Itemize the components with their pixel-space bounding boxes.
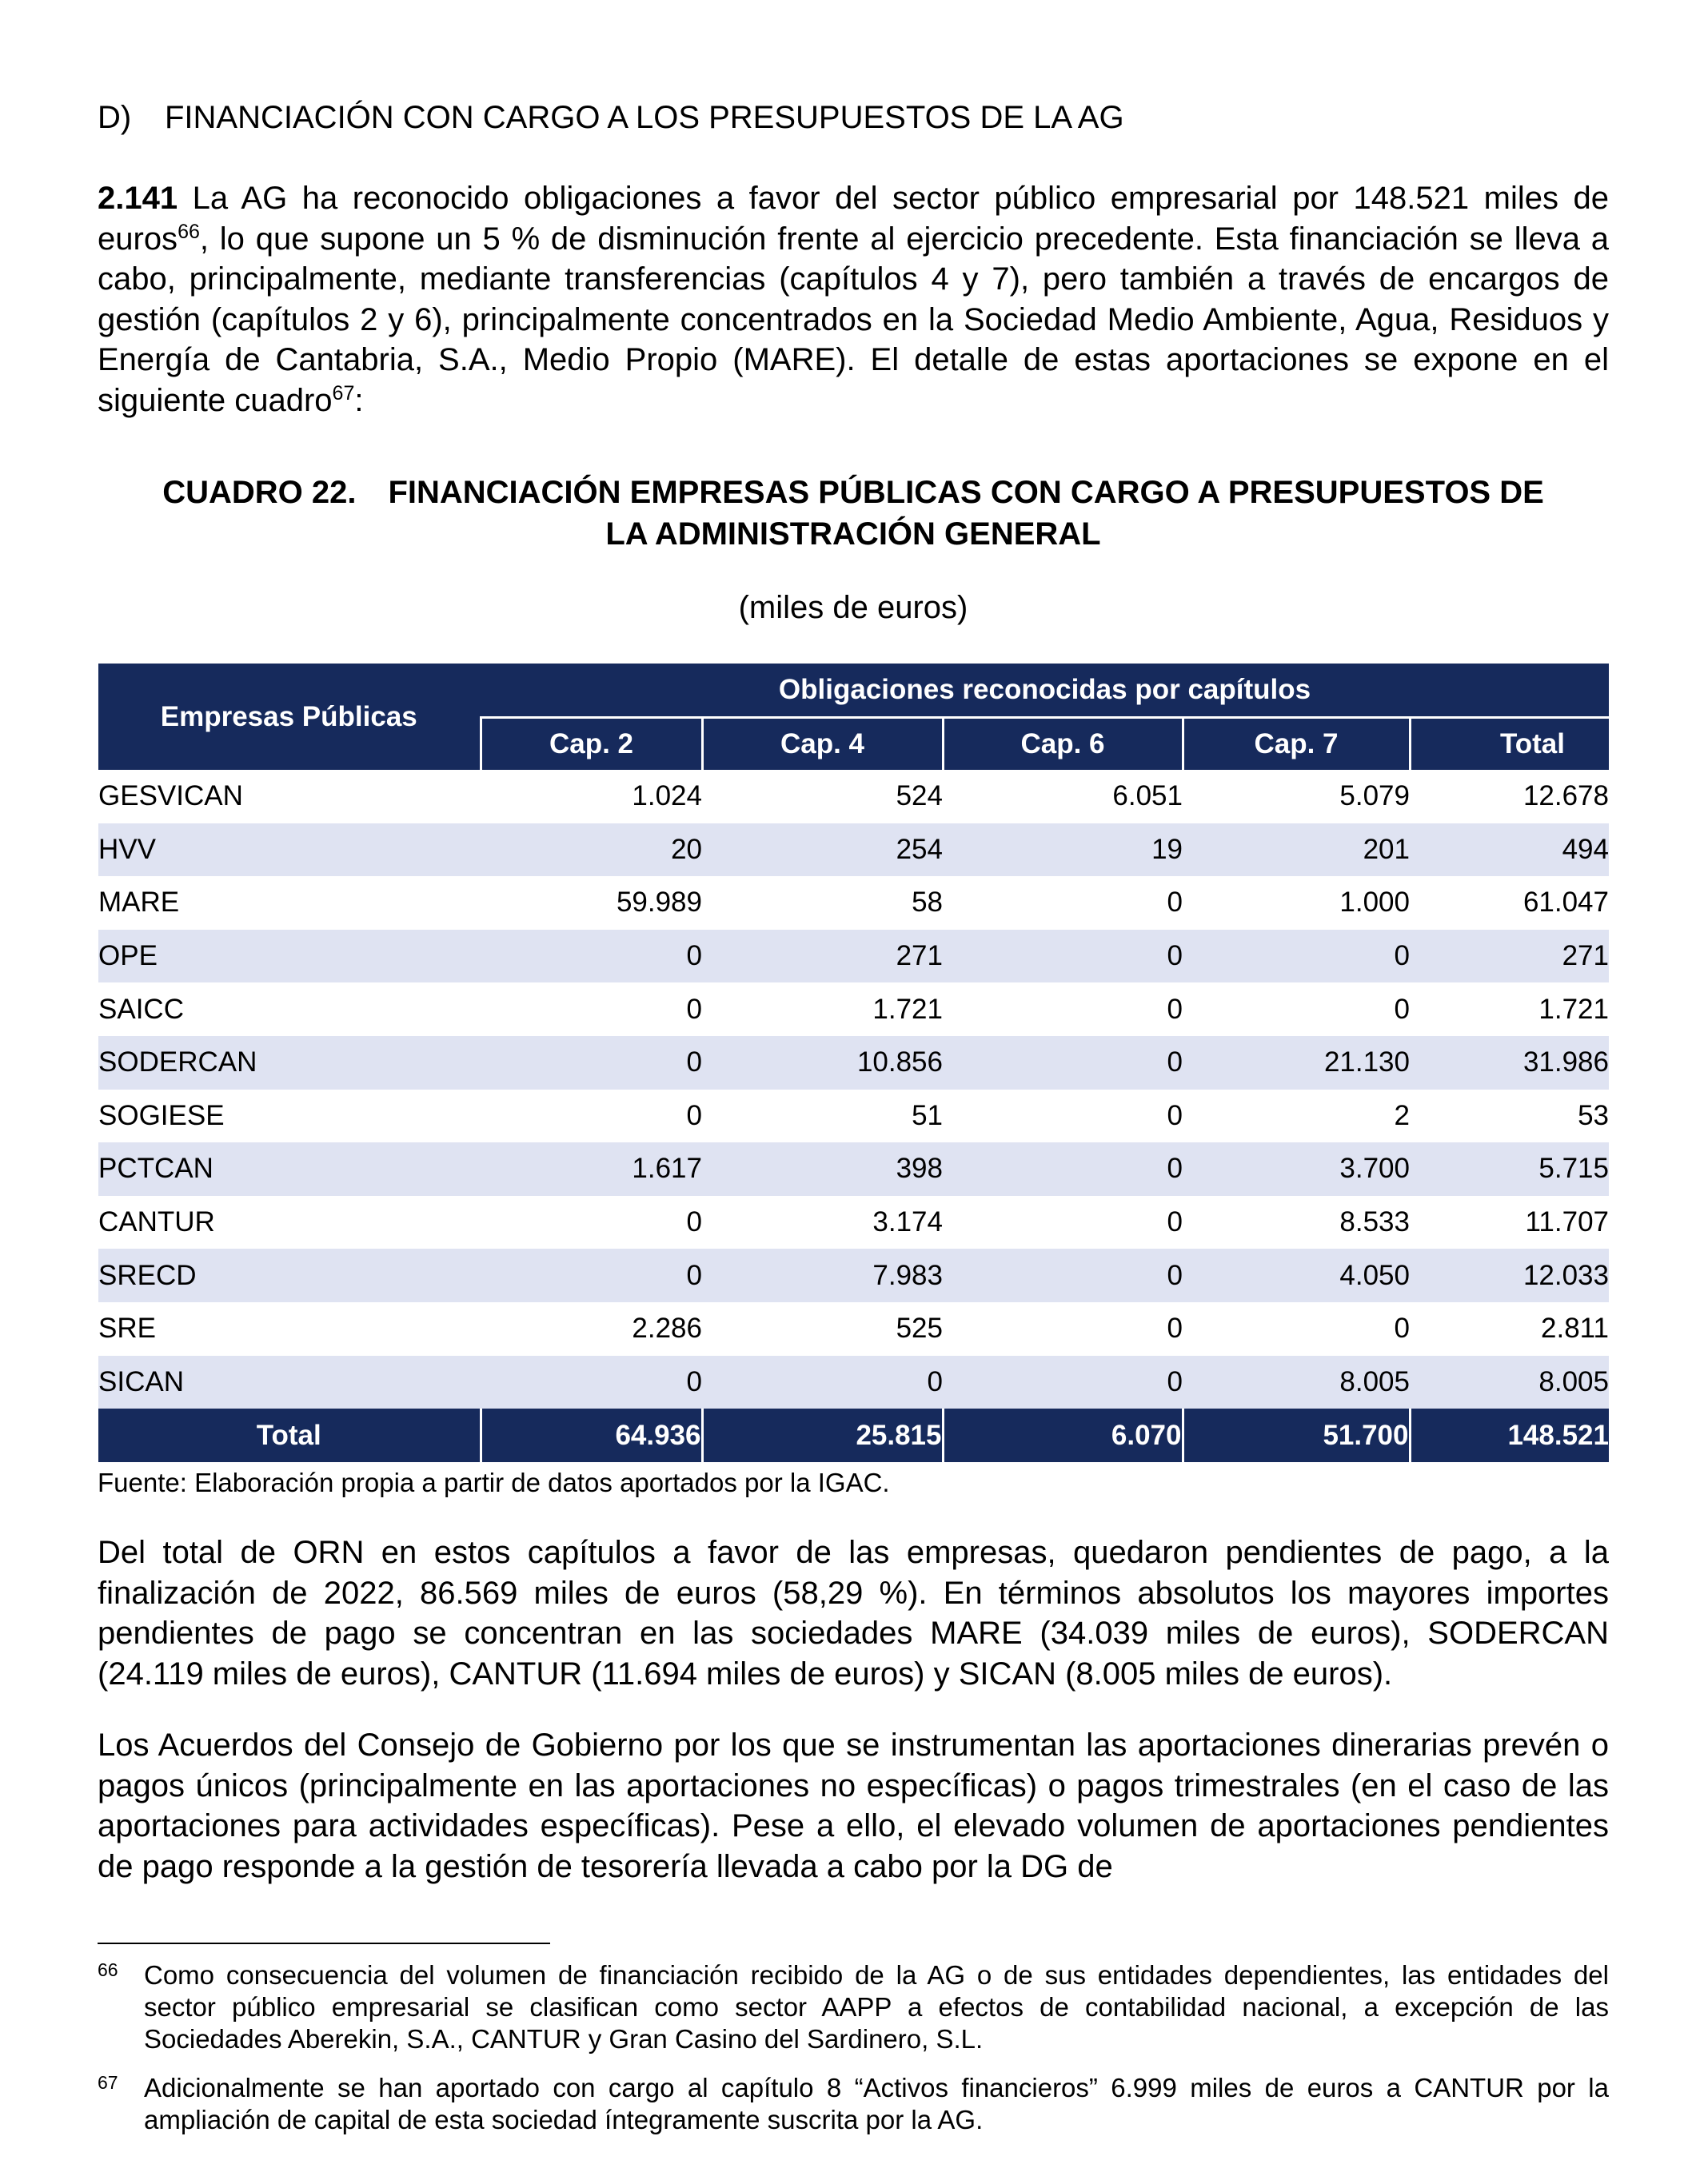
cell-cap4: 7.983 xyxy=(702,1249,943,1302)
footnote-number: 67 xyxy=(98,2072,118,2093)
cell-cap6: 0 xyxy=(943,1036,1183,1090)
footnote-text: Como consecuencia del volumen de financiación recibido de la AG o de sus entidades dependientes, las entidades del sector público empresarial se clasifican como sector AAPP a efectos de contabilidad nacional, a excepción de las Sociedades Aberekin, S.A., CANTUR y Gran Casino del Sardinero, S.L. xyxy=(144,1960,1609,2054)
cell-cap6: 0 xyxy=(1167,1099,1183,1131)
header-cap6: Cap. 6 xyxy=(943,717,1183,770)
cell-cap7: 3.700 xyxy=(1183,1142,1410,1196)
cell-total: 61.047 xyxy=(1522,887,1609,919)
cell-total: 8.005 xyxy=(1410,1356,1609,1409)
table-title-line2: LA ADMINISTRACIÓN GENERAL xyxy=(605,516,1101,552)
cell-cap6: 6.051 xyxy=(1112,780,1183,812)
cell-empresa: SRE xyxy=(98,1313,156,1345)
cell-cap4: 1.721 xyxy=(872,993,943,1025)
cell-cap2: 1.617 xyxy=(481,1142,702,1196)
cell-total: 271 xyxy=(1410,930,1609,983)
header-cap4: Cap. 4 xyxy=(702,717,943,770)
cell-empresa: CANTUR xyxy=(98,1206,215,1238)
footnote-66 xyxy=(98,1959,1609,2055)
cell-total: 31.986 xyxy=(1410,1036,1609,1090)
paragraph-acuerdos: Los Acuerdos del Consejo de Gobierno por los que se instrumentan las aportaciones dinerarias prevén o pagos únicos (principalmente en las aportaciones no específicas) o pagos trimestrales (en el caso de las aportaciones para actividades específicas). Pese a ello, el elevado volumen de aportaciones pendientes de pago responde a la gestión de tesorería llevada a cabo por la DG de xyxy=(98,1728,1609,1884)
cell-cap6: 19 xyxy=(943,823,1183,877)
cell-cap2: 0 xyxy=(481,1036,702,1090)
cell-cap2: 0 xyxy=(686,993,702,1025)
cell-cap4: 58 xyxy=(912,887,943,919)
cell-empresa: SODERCAN xyxy=(98,1036,481,1090)
cell-total: 494 xyxy=(1410,823,1609,877)
table-row xyxy=(98,1090,1609,1143)
header-obligaciones: Obligaciones reconocidas por capítulos xyxy=(481,664,1609,717)
cell-cap2: 0 xyxy=(686,1099,702,1131)
cell-total: 1.721 xyxy=(1538,993,1609,1025)
section-letter: D) xyxy=(98,100,132,135)
table-row xyxy=(98,1036,1609,1090)
cell-cap7: 2 xyxy=(1394,1099,1410,1131)
cell-cap6: 0 xyxy=(943,1142,1183,1196)
cell-empresa: OPE xyxy=(98,930,481,983)
cell-total: 12.033 xyxy=(1410,1249,1609,1302)
cell-cap7: 8.005 xyxy=(1183,1356,1410,1409)
cell-cap6: 0 xyxy=(1167,993,1183,1025)
cell-total: 53 xyxy=(1578,1099,1609,1131)
cell-cap7: 8.533 xyxy=(1339,1206,1410,1238)
footnote-67 xyxy=(98,2072,1609,2136)
cell-cap4: 10.856 xyxy=(702,1036,943,1090)
cell-cap6: 0 xyxy=(943,1356,1183,1409)
cell-cap6: 0 xyxy=(1167,1313,1183,1345)
financing-table xyxy=(98,664,1609,1462)
cell-empresa: PCTCAN xyxy=(98,1142,481,1196)
table-row xyxy=(98,1142,1609,1196)
cell-cap2: 20 xyxy=(481,823,702,877)
cell-cap6: 0 xyxy=(1167,887,1183,919)
paragraph-text-a: La AG ha reconocido obligaciones a favor del sector público empresarial por 148.521 miles de euros xyxy=(98,181,1609,257)
total-total: 148.521 xyxy=(1410,1409,1609,1462)
cell-cap7: 0 xyxy=(1394,1313,1410,1345)
paragraph-orn: Del total de ORN en estos capítulos a favor de las empresas, quedaron pendientes de pago, a la finalización de 2022, 86.569 miles de euros (58,29 %). En términos absolutos los mayores importes pendientes de pago se concentran en las sociedades MARE (34.039 miles de euros), SODERCAN (24.119 miles de euros), CANTUR (11.694 miles de euros) y SICAN (8.005 miles de euros). xyxy=(98,1535,1609,1692)
total-cap4: 25.815 xyxy=(702,1409,943,1462)
cell-cap6: 0 xyxy=(943,1249,1183,1302)
table-row xyxy=(98,1196,1609,1249)
cell-empresa: SICAN xyxy=(98,1356,481,1409)
cell-cap4: 51 xyxy=(912,1099,943,1131)
cell-cap7: 0 xyxy=(1394,993,1410,1025)
table-title xyxy=(98,472,1609,555)
header-empresas: Empresas Públicas xyxy=(98,664,481,770)
paragraph-text-c: : xyxy=(354,382,364,418)
table-units: (miles de euros) xyxy=(738,590,968,625)
cell-cap4: 524 xyxy=(896,780,943,812)
paragraph-number: 2.141 xyxy=(98,181,178,216)
cell-cap2: 0 xyxy=(481,930,702,983)
table-number: CUADRO 22. xyxy=(162,475,357,510)
cell-cap7: 4.050 xyxy=(1183,1249,1410,1302)
total-cap6: 6.070 xyxy=(943,1409,1183,1462)
cell-empresa: SRECD xyxy=(98,1249,481,1302)
cell-empresa: GESVICAN xyxy=(98,780,243,812)
total-cap2: 64.936 xyxy=(481,1409,702,1462)
cell-cap6: 0 xyxy=(943,930,1183,983)
cell-cap2: 0 xyxy=(481,1249,702,1302)
cell-total: 2.811 xyxy=(1541,1313,1609,1345)
total-label: Total xyxy=(98,1409,481,1462)
cell-cap6: 0 xyxy=(1167,1206,1183,1238)
footnote-ref-66[interactable]: 66 xyxy=(178,220,200,243)
footnote-text: Adicionalmente se han aportado con cargo al capítulo 8 “Activos financieros” 6.999 miles de euros a CANTUR por la ampliación de capital de esta sociedad íntegramente suscrita por la AG. xyxy=(144,2073,1609,2134)
cell-cap4: 3.174 xyxy=(872,1206,943,1238)
cell-cap7: 0 xyxy=(1183,930,1410,983)
table-row xyxy=(98,1356,1609,1409)
cell-total: 5.715 xyxy=(1410,1142,1609,1196)
table-row xyxy=(98,930,1609,983)
cell-cap2: 1.024 xyxy=(632,780,702,812)
footnote-ref-67[interactable]: 67 xyxy=(332,381,355,405)
paragraph-text-b: , lo que supone un 5 % de disminución frente al ejercicio precedente. Esta financiación se lleva a cabo, principalmente, mediante transferencias (capítulos 4 y 7), pero también a través de encargos de gestión (capítulos 2 y 6), principalmente concentrados en la Sociedad Medio Ambiente, Agua, Residuos y Energía de Cantabria, S.A., Medio Propio (MARE). El detalle de estas aportaciones se expone en el siguiente cuadro xyxy=(98,221,1609,418)
cell-cap2: 59.989 xyxy=(616,887,702,919)
cell-empresa: SAICC xyxy=(98,993,184,1025)
footnote-divider xyxy=(98,1943,550,1944)
table-row xyxy=(98,1302,1609,1356)
cell-cap4: 398 xyxy=(702,1142,943,1196)
header-cap7: Cap. 7 xyxy=(1183,717,1410,770)
section-heading xyxy=(98,98,1617,137)
cell-cap4: 254 xyxy=(702,823,943,877)
header-cap2: Cap. 2 xyxy=(481,717,702,770)
total-cap7: 51.700 xyxy=(1183,1409,1410,1462)
cell-cap7: 201 xyxy=(1183,823,1410,877)
cell-empresa: MARE xyxy=(98,887,180,919)
footnote-number: 66 xyxy=(98,1959,118,1980)
table-row xyxy=(98,876,1609,930)
table-row xyxy=(98,823,1609,877)
table-title-line1: FINANCIACIÓN EMPRESAS PÚBLICAS CON CARGO A PRESUPUESTOS DE xyxy=(388,475,1544,510)
cell-cap7: 1.000 xyxy=(1339,887,1410,919)
table-row xyxy=(98,1249,1609,1302)
cell-cap2: 2.286 xyxy=(632,1313,702,1345)
cell-empresa: HVV xyxy=(98,823,481,877)
cell-cap4: 0 xyxy=(702,1356,943,1409)
paragraph-2141 xyxy=(98,178,1609,420)
cell-cap2: 0 xyxy=(686,1206,702,1238)
section-title: FINANCIACIÓN CON CARGO A LOS PRESUPUESTOS DE LA AG xyxy=(165,100,1124,135)
cell-empresa: SOGIESE xyxy=(98,1099,225,1131)
cell-cap4: 525 xyxy=(896,1313,943,1345)
cell-total: 11.707 xyxy=(1525,1206,1609,1238)
cell-cap7: 21.130 xyxy=(1183,1036,1410,1090)
cell-cap2: 0 xyxy=(481,1356,702,1409)
cell-cap4: 271 xyxy=(702,930,943,983)
table-source: Fuente: Elaboración propia a partir de datos aportados por la IGAC. xyxy=(98,1468,890,1497)
total-row xyxy=(98,1409,1609,1462)
cell-total: 12.678 xyxy=(1522,780,1609,812)
header-total: Total xyxy=(1410,717,1609,770)
cell-cap7: 5.079 xyxy=(1339,780,1410,812)
table-row xyxy=(98,982,1609,1036)
table-row xyxy=(98,770,1609,823)
